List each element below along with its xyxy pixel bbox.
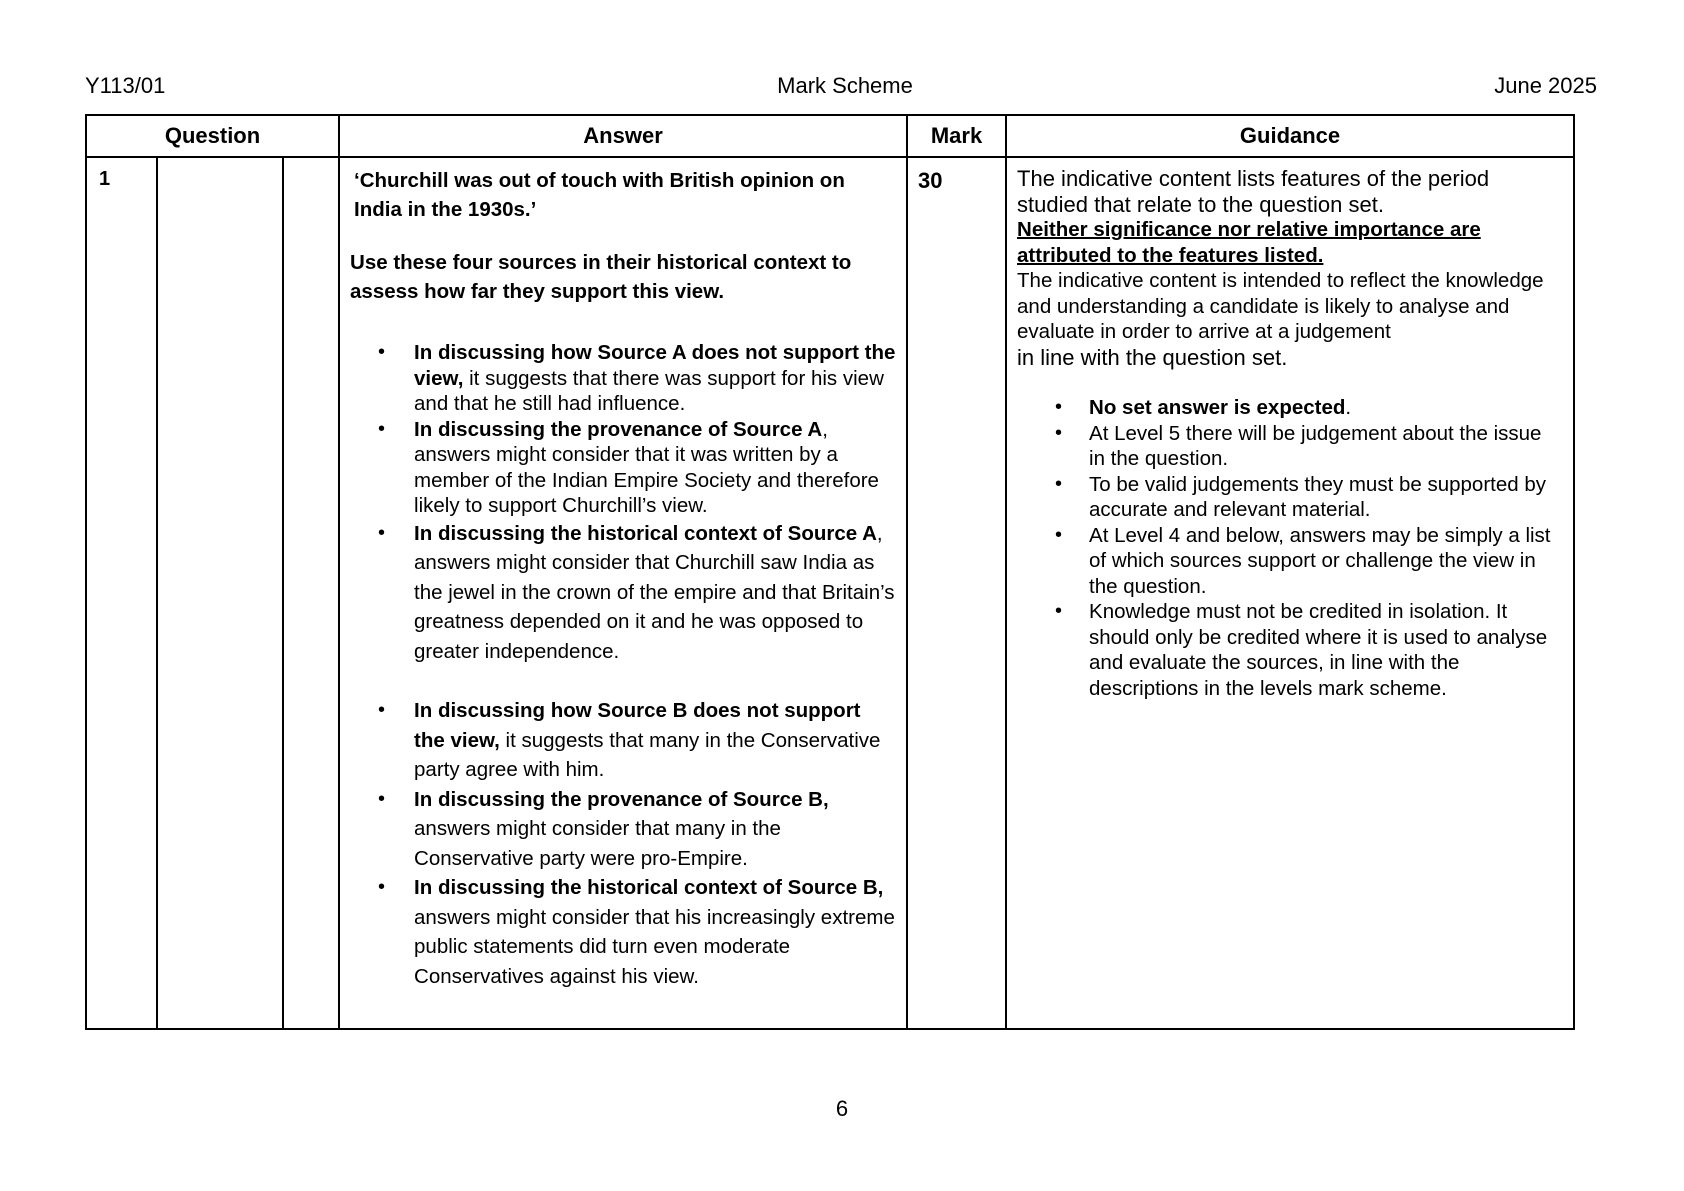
guidance-intro: The indicative content lists features of the period studied that relate to the question set.: [1017, 166, 1490, 217]
table-row: [86, 157, 1574, 1029]
page-header: [85, 72, 1597, 100]
table-header-row: [86, 115, 1574, 157]
column-header-mark: Mark: [907, 115, 1006, 157]
question-quote: ‘Churchill was out of touch with British opinion on India in the 1930s.’: [354, 169, 845, 221]
paper-code: Y113/01: [85, 73, 166, 98]
point-text: At Level 5 there will be judgement about the issue in the question.: [1089, 421, 1542, 470]
answer-cell: [339, 157, 907, 1029]
guidance-emphasis: Neither significance nor relative importance are attributed to the features listed.: [1017, 218, 1481, 267]
question-sub-cell: [157, 157, 283, 1029]
question-part-cell: [283, 157, 339, 1029]
bullet-icon: •: [1055, 396, 1063, 418]
bullet-icon: •: [378, 341, 386, 363]
document-title: Mark Scheme: [777, 73, 913, 98]
question-instruction: Use these four sources in their historical context to assess how far they support this view.: [350, 251, 852, 303]
point-text: .: [1345, 396, 1352, 419]
column-header-question: Question: [86, 115, 339, 157]
list-item: [350, 785, 896, 874]
point-text: Knowledge must not be credited in isolation. It should only be credited where it is used to analyse and evaluate the sources, in line with the descriptions in the levels mark scheme.: [1089, 600, 1548, 700]
list-item: [1017, 421, 1563, 472]
point-lead: In discussing the historical context of Source A: [414, 521, 877, 545]
list-item: [350, 873, 896, 991]
point-lead: In discussing how Source A does not support the view,: [414, 341, 896, 390]
bullet-icon: •: [378, 521, 386, 544]
point-text: answers might consider that his increasingly extreme public statements did turn even moderate Conservatives against his view.: [414, 905, 895, 988]
point-text: it suggests that there was support for his view and that he still had influence.: [414, 366, 884, 415]
point-text: answers might consider that many in the Conservative party were pro-Empire.: [414, 817, 781, 870]
point-text: , answers might consider that it was written by a member of the Indian Empire Society and therefore likely to support Churchill’s view.: [414, 417, 879, 517]
point-lead: In discussing the provenance of Source B,: [414, 787, 829, 811]
bullet-icon: •: [1055, 600, 1063, 622]
bullet-icon: •: [378, 787, 386, 810]
bullet-icon: •: [378, 876, 386, 898]
list-item: [1017, 395, 1563, 421]
source-b-points: [350, 696, 896, 991]
column-header-answer: Answer: [339, 115, 907, 157]
list-item: [350, 696, 896, 785]
point-text: At Level 4 and below, answers may be simply a list of which sources support or challenge the view in the question.: [1089, 523, 1551, 598]
bullet-icon: •: [378, 699, 386, 721]
list-item: [350, 340, 896, 417]
list-item: [350, 519, 896, 667]
list-item: [1017, 472, 1563, 523]
list-item: [1017, 599, 1563, 701]
point-text: it suggests that many in the Conservative party agree with him.: [414, 728, 881, 781]
point-lead: No set answer is expected: [1089, 396, 1346, 419]
mark-scheme-table: [85, 114, 1575, 1030]
bullet-icon: •: [1055, 523, 1063, 546]
point-lead: In discussing how Source B does not support the view,: [414, 699, 861, 752]
point-text: , answers might consider that Churchill saw India as the jewel in the crown of the empire and that Britain’s greatness depended on it and he was opposed to greater independence.: [414, 521, 895, 663]
question-number: 1: [86, 157, 157, 1029]
source-a-points: [350, 340, 896, 666]
guidance-intro-2-text: The indicative content is intended to reflect the knowledge and understanding a candidate is likely to analyse and evaluate in order to arrive at a judgement: [1017, 269, 1544, 343]
bullet-icon: •: [1055, 421, 1063, 444]
bullet-icon: •: [378, 417, 386, 440]
mark-value: 30: [907, 157, 1006, 1029]
list-item: [350, 417, 896, 519]
guidance-points: [1017, 395, 1563, 701]
bullet-icon: •: [1055, 472, 1063, 495]
list-item: [1017, 523, 1563, 600]
exam-date: June 2025: [1494, 73, 1597, 98]
point-lead: In discussing the provenance of Source A: [414, 417, 823, 441]
page-number: 6: [835, 1096, 849, 1121]
guidance-cell: [1006, 157, 1574, 1029]
column-header-guidance: Guidance: [1006, 115, 1574, 157]
guidance-intro-2: [1017, 268, 1563, 371]
point-lead: In discussing the historical context of Source B,: [414, 876, 884, 899]
guidance-intro-2-end: in line with the question set.: [1017, 344, 1288, 370]
point-text: To be valid judgements they must be supported by accurate and relevant material.: [1089, 472, 1546, 521]
